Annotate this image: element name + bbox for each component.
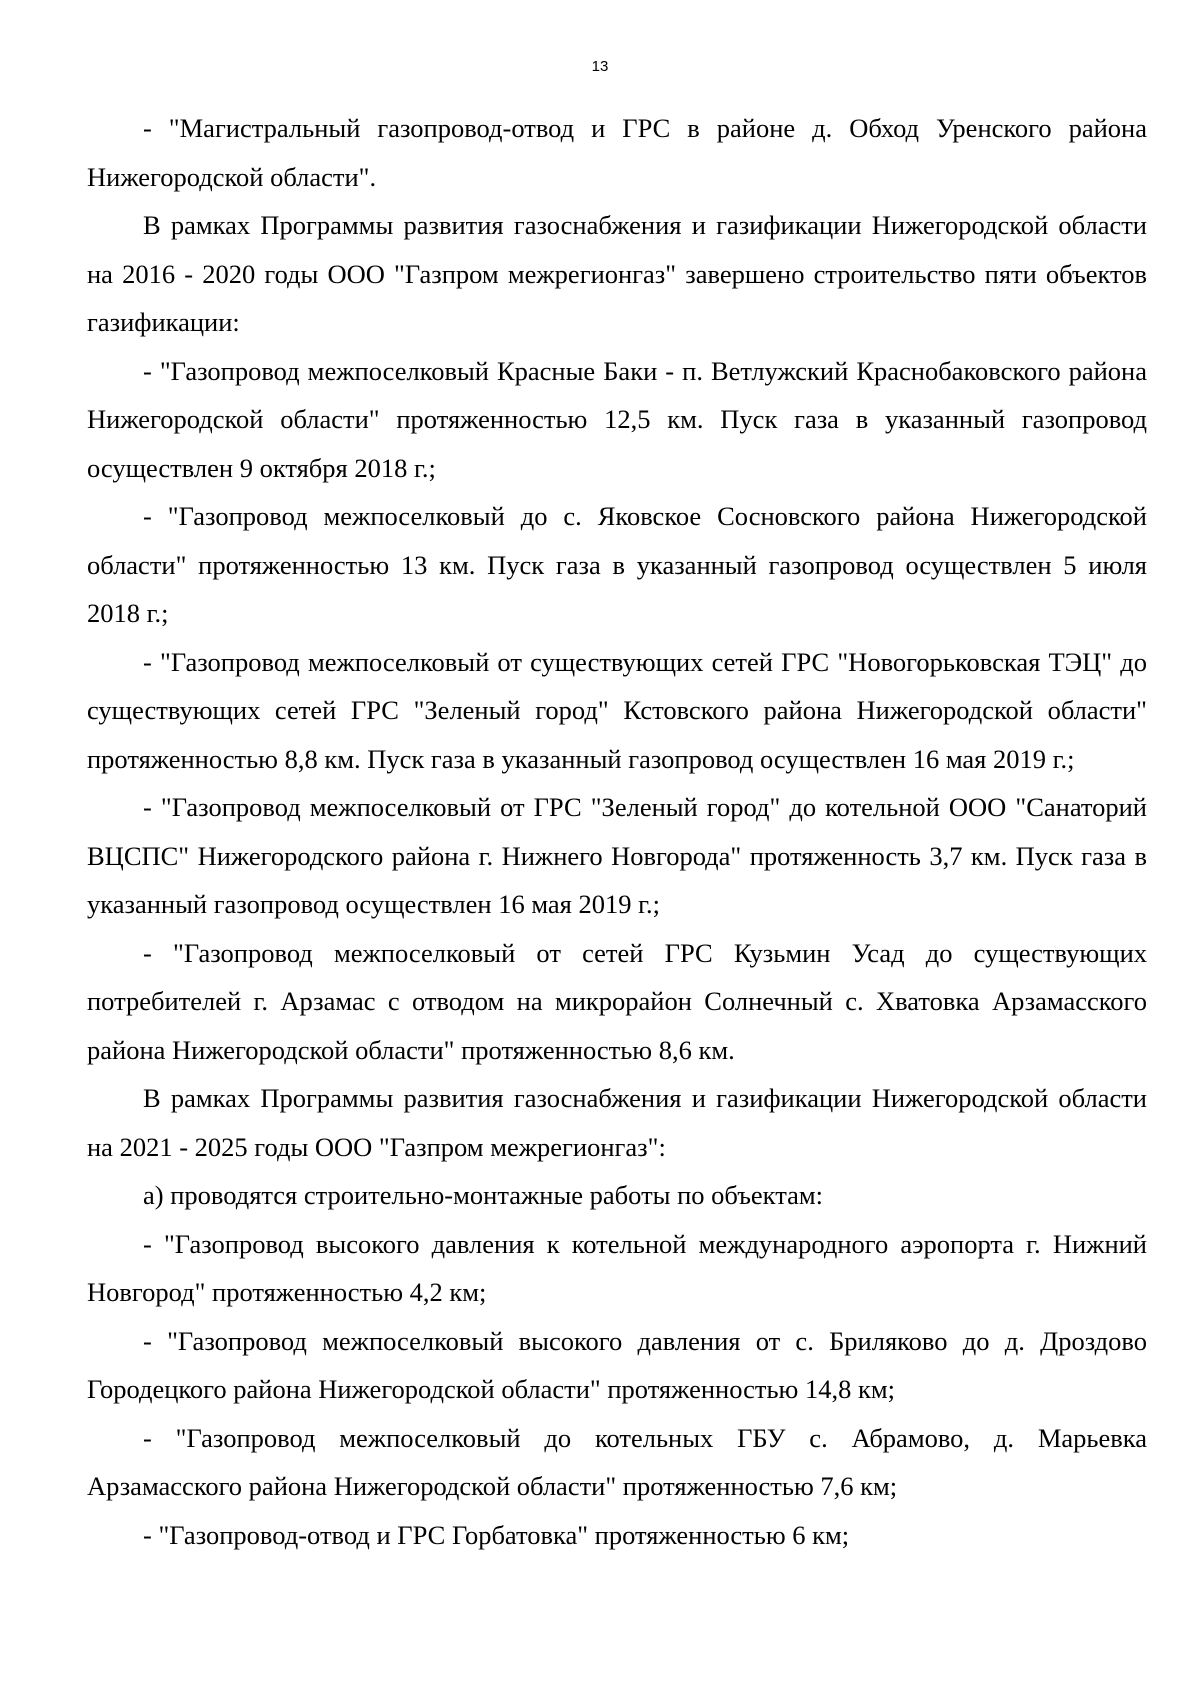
document-body (87, 104, 1147, 1559)
paragraph-program-2016-2020: В рамках Программы развития газоснабжения и газификации Нижегородской области на 2016 - 2020 годы ООО "Газпром межрегионгаз" завершено строительство пяти объектов газификации: (87, 210, 1147, 337)
paragraph-pipeline-sanatorium: - "Газопровод межпоселковый от ГРС "Зеленый город" до котельной ООО "Санаторий ВЦСПС" Нижегородского района г. Нижнего Новгорода" протяженность 3,7 км. Пуск газа в указанный газопровод осуществлен 16 мая 2019 г.; (87, 792, 1147, 919)
paragraph-pipeline-kuzmin-usad: - "Газопровод межпоселковый от сетей ГРС Кузьмин Усад до существующих потребителей г. Арзамас с отводом на микрорайон Солнечный с. Хватовка Арзамасского района Нижегородской области" протяженностью 8,6 км. (87, 937, 1147, 1065)
paragraph-pipeline-obkhod: - "Магистральный газопровод-отвод и ГРС в районе д. Обход Уренского района Нижегородской области". (87, 113, 1147, 192)
paragraph-pipeline-novogorkovskaya: - "Газопровод межпоселковый от существующих сетей ГРС "Новогорьковская ТЭЦ" до существующих сетей ГРС "Зеленый город" Кстовского района Нижегородской области" протяженностью 8,8 км. Пуск газа в указанный газопровод осуществлен 16 мая 2019 г.; (87, 646, 1147, 774)
page-number: 13 (591, 58, 609, 75)
paragraph-pipeline-yakovskoe: - "Газопровод межпоселковый до с. Яковское Сосновского района Нижегородской области" протяженностью 13 км. Пуск газа в указанный газопровод осуществлен 5 июля 2018 г.; (87, 501, 1147, 628)
paragraph-pipeline-airport: - "Газопровод высокого давления к котельной международного аэропорта г. Нижний Новгород" протяженностью 4,2 км; (87, 1228, 1147, 1307)
paragraph-pipeline-brilyakovo: - "Газопровод межпоселковый высокого давления от с. Бриляково до д. Дроздово Городецкого района Нижегородской области" протяженностью 14,8 км; (87, 1325, 1147, 1404)
paragraph-construction-works: а) проводятся строительно-монтажные работы по объектам: (143, 1180, 823, 1210)
paragraph-program-2021-2025: В рамках Программы развития газоснабжения и газификации Нижегородской области на 2021 - 2025 годы ООО "Газпром межрегионгаз": (87, 1083, 1147, 1162)
paragraph-pipeline-abramovo: - "Газопровод межпоселковый до котельных ГБУ с. Абрамово, д. Марьевка Арзамасского района Нижегородской области" протяженностью 7,6 км; (87, 1422, 1147, 1501)
paragraph-pipeline-krasnye-baki: - "Газопровод межпоселковый Красные Баки - п. Ветлужский Краснобаковского района Нижегородской области" протяженностью 12,5 км. Пуск газа в указанный газопровод осуществлен 9 октября 2018 г.; (87, 355, 1147, 483)
paragraph-pipeline-gorbatovka: - "Газопровод-отвод и ГРС Горбатовка" протяженностью 6 км; (143, 1519, 850, 1550)
